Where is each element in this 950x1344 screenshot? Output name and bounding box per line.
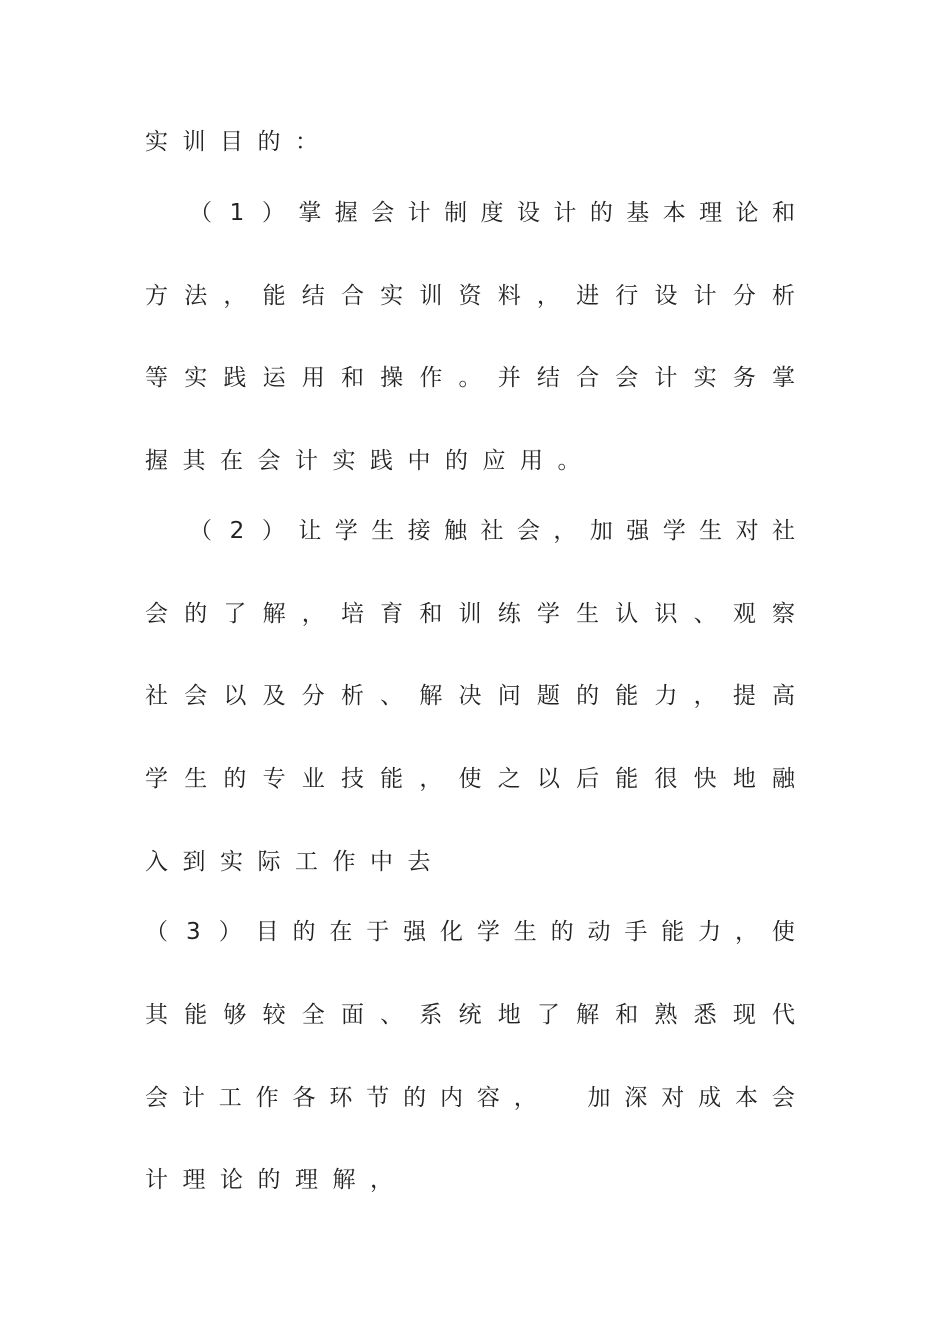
text-char: 强 — [403, 919, 427, 945]
text-char: 很 — [654, 766, 678, 792]
text-char: 业 — [301, 766, 325, 792]
text-char: 度 — [480, 200, 504, 226]
text-char: ， — [223, 283, 247, 309]
text-line — [145, 1082, 795, 1114]
text-char: 用 — [520, 448, 543, 474]
text-char: 生 — [184, 766, 208, 792]
text-char: 会 — [145, 601, 168, 627]
text-char: 。 — [557, 448, 581, 474]
text-line — [145, 680, 795, 712]
text-char: 社 — [480, 518, 504, 544]
text-char: 的 — [223, 766, 247, 792]
text-char: 以 — [536, 766, 560, 792]
text-char: 对 — [735, 518, 759, 544]
text-char: 工 — [218, 1085, 242, 1111]
text-char: 以 — [223, 683, 247, 709]
text-char: 理 — [295, 1167, 318, 1193]
text-char: 提 — [732, 683, 756, 709]
text-char: 分 — [732, 283, 756, 309]
text-char: 工 — [295, 849, 318, 875]
text-char: 理 — [699, 200, 723, 226]
text-char: 实 — [184, 365, 208, 391]
text-char: 悉 — [693, 1002, 717, 1028]
text-char: 计 — [181, 1085, 205, 1111]
text-char: 掌 — [772, 365, 795, 391]
text-char: 合 — [340, 283, 364, 309]
text-char: 计 — [295, 448, 318, 474]
text-line — [145, 1164, 795, 1196]
text-char: 学 — [536, 601, 560, 627]
text-char: 成 — [698, 1085, 722, 1111]
text-line — [189, 515, 795, 547]
text-char: 学 — [145, 766, 168, 792]
text-char: 践 — [223, 365, 247, 391]
text-char: 设 — [654, 283, 678, 309]
text-char: 之 — [497, 766, 521, 792]
text-char: ， — [513, 1085, 537, 1111]
text-char: 使 — [458, 766, 482, 792]
text-char: 让 — [298, 518, 322, 544]
text-char: 会 — [771, 1085, 795, 1111]
text-char: 题 — [536, 683, 560, 709]
text-char: ， — [536, 283, 560, 309]
text-char: 的 — [550, 919, 574, 945]
text-char: 用 — [301, 365, 325, 391]
text-char: 快 — [693, 766, 717, 792]
text-char: 运 — [262, 365, 286, 391]
text-char: 和 — [615, 1002, 639, 1028]
text-char: 行 — [615, 283, 639, 309]
text-char: 节 — [366, 1085, 390, 1111]
text-char: 对 — [661, 1085, 685, 1111]
text-char: 较 — [262, 1002, 286, 1028]
text-char: 目 — [220, 129, 243, 155]
text-char: 练 — [497, 601, 521, 627]
text-char: 在 — [329, 919, 353, 945]
text-char: 决 — [458, 683, 482, 709]
text-char: 等 — [145, 365, 168, 391]
text-char: 入 — [145, 849, 168, 875]
text-char: 1 — [229, 200, 245, 226]
text-char: 设 — [516, 200, 540, 226]
text-char: 和 — [340, 365, 364, 391]
text-char: 加 — [587, 1085, 611, 1111]
text-char: 系 — [419, 1002, 443, 1028]
text-char: 融 — [772, 766, 795, 792]
text-char: 、 — [380, 1002, 404, 1028]
text-char: 握 — [334, 200, 358, 226]
text-char: 实 — [693, 365, 717, 391]
text-char: 会 — [371, 200, 395, 226]
text-char: 够 — [223, 1002, 247, 1028]
text-char: 会 — [615, 365, 639, 391]
text-char: 了 — [536, 1002, 560, 1028]
text-char: 。 — [458, 365, 482, 391]
text-char: 全 — [301, 1002, 325, 1028]
text-char: 及 — [262, 683, 286, 709]
text-char: 和 — [419, 601, 443, 627]
text-char: 培 — [340, 601, 364, 627]
text-char: 解 — [332, 1167, 356, 1193]
text-char: 能 — [661, 919, 685, 945]
text-char: 触 — [444, 518, 468, 544]
text-char: 能 — [262, 283, 286, 309]
text-char: 了 — [223, 601, 247, 627]
text-char: 训 — [419, 283, 443, 309]
text-char: 析 — [340, 683, 364, 709]
text-char: 论 — [735, 200, 759, 226]
text-char: 学 — [334, 518, 358, 544]
text-char: 务 — [732, 365, 756, 391]
text-char: 目 — [255, 919, 279, 945]
text-char: 容 — [476, 1085, 500, 1111]
text-char: 识 — [654, 601, 678, 627]
text-char: 训 — [182, 129, 206, 155]
text-char: ， — [553, 518, 577, 544]
text-char: 作 — [419, 365, 443, 391]
text-char: 于 — [366, 919, 390, 945]
text-char: 本 — [662, 200, 686, 226]
text-char: ） — [218, 919, 242, 945]
text-char: 法 — [184, 283, 208, 309]
text-char: 会 — [145, 1085, 168, 1111]
text-char: 去 — [407, 849, 431, 875]
text-char: 现 — [732, 1002, 756, 1028]
text-char: 内 — [440, 1085, 463, 1111]
text-char: 的 — [257, 1167, 281, 1193]
text-char: 的 — [184, 601, 208, 627]
text-char: 作 — [255, 1085, 279, 1111]
text-char: 代 — [772, 1002, 795, 1028]
text-char: ） — [261, 200, 285, 226]
text-char: 会 — [516, 518, 540, 544]
text-char: 分 — [301, 683, 325, 709]
text-char: 环 — [329, 1085, 353, 1111]
text-char: 统 — [458, 1002, 482, 1028]
text-char: 进 — [576, 283, 600, 309]
text-char: 能 — [615, 683, 639, 709]
text-char: 解 — [576, 1002, 600, 1028]
text-char: （ — [145, 919, 168, 945]
text-char: 地 — [732, 766, 756, 792]
text-char: 合 — [576, 365, 600, 391]
text-char: 察 — [772, 601, 795, 627]
text-char: 的 — [292, 919, 316, 945]
text-char: 高 — [772, 683, 795, 709]
text-line — [145, 763, 795, 795]
text-char: 的 — [445, 448, 468, 474]
text-char: 生 — [371, 518, 395, 544]
text-char: 方 — [145, 283, 168, 309]
text-char: 中 — [370, 849, 393, 875]
text-char: 接 — [407, 518, 431, 544]
text-char: 能 — [184, 1002, 208, 1028]
text-char: 使 — [771, 919, 795, 945]
text-char: 2 — [229, 518, 245, 544]
text-char: 资 — [458, 283, 482, 309]
text-char: 其 — [182, 448, 206, 474]
text-char: 的 — [257, 129, 281, 155]
text-char: 的 — [589, 200, 613, 226]
text-char: 手 — [624, 919, 648, 945]
text-char: ， — [370, 1167, 393, 1193]
text-char: 际 — [257, 849, 281, 875]
text-char: 到 — [182, 849, 206, 875]
text-char: 熟 — [654, 1002, 678, 1028]
text-char: （ — [189, 518, 212, 544]
text-char: 地 — [497, 1002, 521, 1028]
text-line — [145, 126, 795, 158]
text-char: 计 — [654, 365, 678, 391]
text-char: 实 — [145, 129, 168, 155]
text-char: 中 — [407, 448, 431, 474]
text-line — [145, 999, 795, 1031]
text-char: ： — [295, 129, 318, 155]
text-char: 专 — [262, 766, 286, 792]
text-char: 在 — [220, 448, 243, 474]
text-char: 深 — [624, 1085, 648, 1111]
text-char: 后 — [576, 766, 600, 792]
text-char: 作 — [332, 849, 356, 875]
text-char: ， — [301, 601, 325, 627]
text-char: 、 — [693, 601, 717, 627]
text-char: 料 — [497, 283, 521, 309]
text-char: 训 — [458, 601, 482, 627]
text-char: ） — [261, 518, 285, 544]
text-char: 生 — [699, 518, 723, 544]
text-line — [145, 362, 795, 394]
text-char: 能 — [615, 766, 639, 792]
text-char: 的 — [403, 1085, 427, 1111]
text-char: 力 — [698, 919, 722, 945]
text-line — [145, 916, 795, 948]
text-char: 论 — [220, 1167, 243, 1193]
text-char: 的 — [576, 683, 600, 709]
text-char: 解 — [262, 601, 286, 627]
text-char: 实 — [220, 849, 243, 875]
text-line — [145, 598, 795, 630]
text-char: 、 — [380, 683, 404, 709]
text-char: ， — [735, 919, 758, 945]
text-char: 析 — [772, 283, 795, 309]
text-char: 会 — [257, 448, 281, 474]
text-char: 社 — [772, 518, 795, 544]
text-char: 生 — [513, 919, 537, 945]
text-char: 并 — [497, 365, 521, 391]
text-char: ， — [419, 766, 443, 792]
text-char: 计 — [145, 1167, 168, 1193]
text-char: 握 — [145, 448, 168, 474]
text-char: 3 — [186, 919, 201, 945]
text-char: 制 — [444, 200, 468, 226]
text-line — [189, 197, 795, 229]
text-char: 学 — [662, 518, 686, 544]
text-char: 计 — [407, 200, 431, 226]
text-char: 其 — [145, 1002, 168, 1028]
text-char: 本 — [735, 1085, 758, 1111]
text-char: 计 — [693, 283, 717, 309]
text-char: 实 — [332, 448, 356, 474]
text-char: 解 — [419, 683, 443, 709]
text-char: 计 — [553, 200, 577, 226]
text-char: 问 — [497, 683, 521, 709]
text-char: 学 — [476, 919, 500, 945]
text-line — [145, 445, 795, 477]
text-char: 和 — [772, 200, 795, 226]
text-char: （ — [189, 200, 212, 226]
text-char: 基 — [626, 200, 650, 226]
text-char: 应 — [482, 448, 506, 474]
text-char: 面 — [340, 1002, 364, 1028]
text-char: 结 — [536, 365, 560, 391]
text-char: 生 — [576, 601, 600, 627]
text-char: 加 — [589, 518, 613, 544]
text-char: 结 — [301, 283, 325, 309]
text-char: 观 — [732, 601, 756, 627]
text-char: 力 — [654, 683, 678, 709]
text-char: 能 — [380, 766, 404, 792]
text-char: 育 — [380, 601, 404, 627]
text-char: 动 — [587, 919, 611, 945]
text-char: 认 — [615, 601, 639, 627]
text-char: 操 — [380, 365, 404, 391]
text-char: 掌 — [298, 200, 322, 226]
text-char: 各 — [292, 1085, 316, 1111]
text-char: 实 — [380, 283, 404, 309]
text-char: 化 — [440, 919, 463, 945]
text-line — [145, 280, 795, 312]
text-char: 技 — [340, 766, 364, 792]
text-char: 理 — [182, 1167, 206, 1193]
text-char: 强 — [626, 518, 650, 544]
text-char: ， — [693, 683, 717, 709]
text-char: 社 — [145, 683, 168, 709]
text-char: 践 — [370, 448, 393, 474]
text-char: 会 — [184, 683, 208, 709]
text-line — [145, 846, 795, 878]
